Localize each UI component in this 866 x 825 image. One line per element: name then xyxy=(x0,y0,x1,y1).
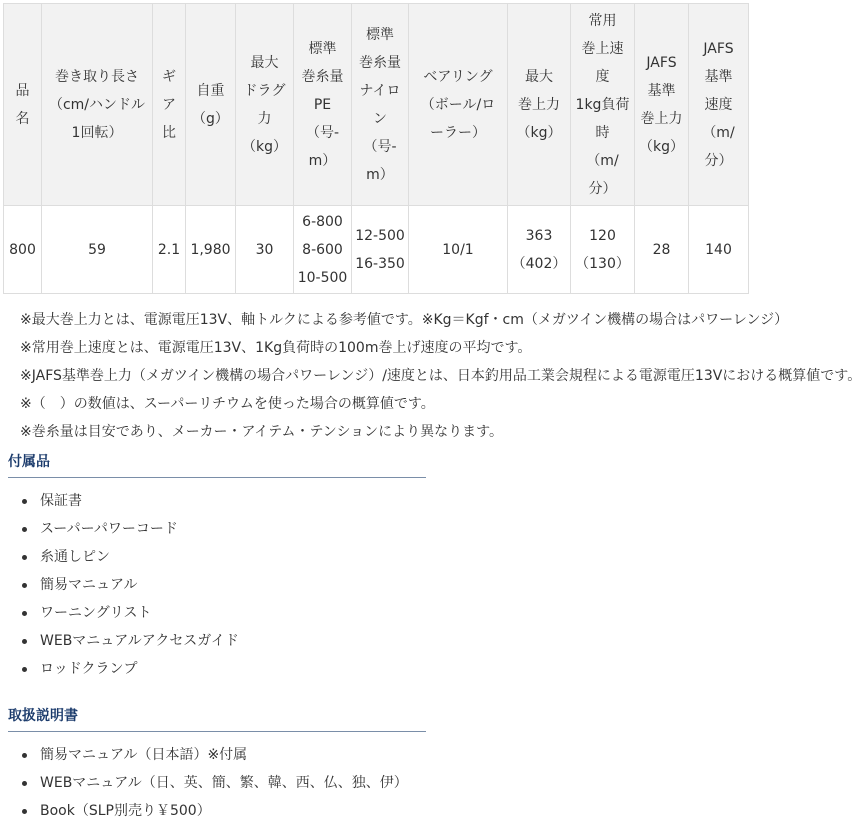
list-item-label: Book（SLP別売り￥500） xyxy=(40,803,211,819)
table-row xyxy=(4,206,749,294)
table-cell: 6-800 8-600 10-500 xyxy=(294,206,352,294)
bullet-icon xyxy=(22,753,27,758)
bullet-icon xyxy=(22,667,27,672)
bullet-icon xyxy=(22,611,27,616)
note-item: ※巻糸量は目安であり、メーカー・アイテム・テンションにより異なります。 xyxy=(20,424,504,440)
spec-table xyxy=(3,3,749,294)
header-cell-retrieve-length: 巻き取り長さ （cm/ハンドル 1回転） xyxy=(42,4,153,206)
header-cell-max-winding-power: 最大 巻上力 （kg） xyxy=(508,4,571,206)
accessories-list xyxy=(20,487,239,683)
table-cell: 800 xyxy=(4,206,42,294)
bullet-icon xyxy=(22,809,27,814)
header-cell-winding-speed: 常用 巻上速 度 1kg負荷 時 （m/ 分） xyxy=(571,4,635,206)
table-cell: 28 xyxy=(635,206,689,294)
list-item xyxy=(20,655,239,683)
note-item: ※最大巻上力とは、電源電圧13V、軸トルクによる参考値です。※Kg＝Kgf・cm（メガツイン機構の場合はパワーレンジ） xyxy=(20,312,789,328)
list-item xyxy=(20,599,239,627)
list-item-label: 簡易マニュアル（日本語）※付属 xyxy=(40,747,248,763)
note-item: ※常用巻上速度とは、電源電圧13V、1Kg負荷時の100m巻上げ速度の平均です。 xyxy=(20,340,532,356)
list-item xyxy=(20,571,239,599)
header-cell-gear-ratio: ギ ア 比 xyxy=(153,4,186,206)
note-item: ※（ ）の数値は、スーパーリチウムを使った場合の概算値です。 xyxy=(20,396,435,412)
table-cell: 1,980 xyxy=(186,206,236,294)
list-item-label: WEBマニュアル（日、英、簡、繁、韓、西、仏、独、伊） xyxy=(40,775,408,791)
table-cell: 10/1 xyxy=(409,206,508,294)
list-item-label: スーパーパワーコード xyxy=(40,521,178,537)
list-item-label: 簡易マニュアル xyxy=(40,577,138,593)
table-cell: 30 xyxy=(236,206,294,294)
header-cell-line-capacity-nylon: 標準 巻糸量 ナイロ ン （号- m） xyxy=(352,4,409,206)
bullet-icon xyxy=(22,499,27,504)
table-cell: 2.1 xyxy=(153,206,186,294)
header-cell-jafs-power: JAFS 基準 巻上力 （kg） xyxy=(635,4,689,206)
list-item xyxy=(20,627,239,655)
list-item-label: 保証書 xyxy=(40,493,82,509)
table-cell: 59 xyxy=(42,206,153,294)
header-cell-jafs-speed: JAFS 基準 速度 （m/ 分） xyxy=(689,4,749,206)
list-item xyxy=(20,543,239,571)
bullet-icon xyxy=(22,583,27,588)
bullet-icon xyxy=(22,555,27,560)
header-row xyxy=(4,4,749,206)
bullet-icon xyxy=(22,781,27,786)
list-item xyxy=(20,515,239,543)
bullet-icon xyxy=(22,639,27,644)
list-item-label: 糸通しピン xyxy=(40,549,110,565)
header-cell-bearings: ベアリング （ボール/ロ ーラー） xyxy=(409,4,508,206)
manuals-heading: 取扱説明書 xyxy=(8,706,426,732)
header-cell-max-drag: 最大 ドラグ 力 （kg） xyxy=(236,4,294,206)
accessories-heading: 付属品 xyxy=(8,452,426,478)
list-item xyxy=(20,769,408,797)
list-item xyxy=(20,797,408,825)
list-item xyxy=(20,487,239,515)
header-cell-line-capacity-pe: 標準 巻糸量 PE （号- m） xyxy=(294,4,352,206)
list-item xyxy=(20,741,408,769)
list-item-label: WEBマニュアルアクセスガイド xyxy=(40,633,239,649)
notes-list xyxy=(20,306,861,446)
table-cell: 12-500 16-350 xyxy=(352,206,409,294)
note-item: ※JAFS基準巻上力（メガツイン機構の場合パワーレンジ）/速度とは、日本釣用品工業会規程による電源電圧13Vにおける概算値です。 xyxy=(20,368,862,384)
header-cell-weight: 自重 （g） xyxy=(186,4,236,206)
list-item-label: ワーニングリスト xyxy=(40,605,152,621)
list-item-label: ロッドクランプ xyxy=(40,661,138,677)
header-cell-model: 品 名 xyxy=(4,4,42,206)
bullet-icon xyxy=(22,527,27,532)
manuals-list xyxy=(20,741,408,825)
table-cell: 363 （402） xyxy=(508,206,571,294)
table-cell: 140 xyxy=(689,206,749,294)
table-cell: 120 （130） xyxy=(571,206,635,294)
